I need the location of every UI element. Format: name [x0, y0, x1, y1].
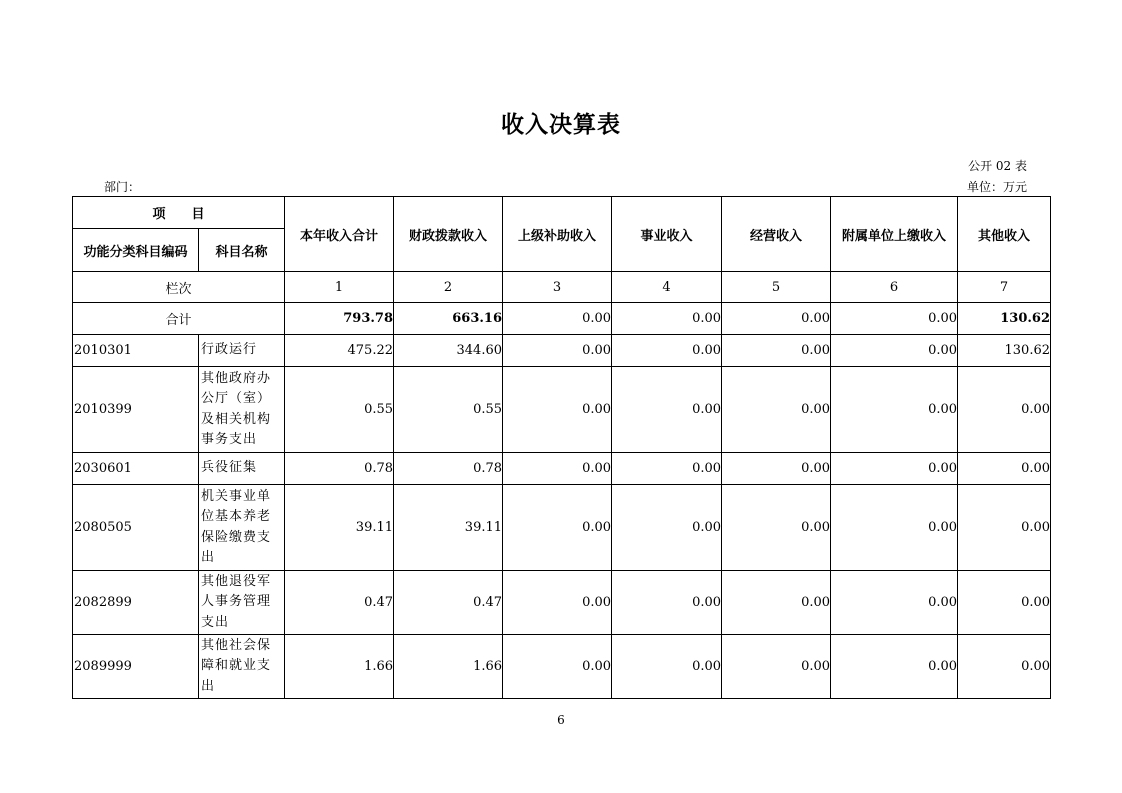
row-value: 0.00 — [831, 635, 958, 699]
row-value: 0.00 — [958, 453, 1051, 485]
header-code: 功能分类科目编码 — [73, 229, 199, 272]
page-number: 6 — [557, 713, 565, 727]
row-value: 0.47 — [285, 571, 394, 635]
row-value: 0.00 — [612, 367, 722, 453]
row-name: 其他社会保障和就业支出 — [199, 635, 285, 699]
table-row — [73, 453, 1051, 485]
header-name: 科目名称 — [199, 229, 285, 272]
column-index-7: 7 — [958, 272, 1051, 303]
column-index-5: 5 — [722, 272, 831, 303]
row-value: 1.66 — [285, 635, 394, 699]
row-value: 0.00 — [503, 485, 612, 571]
column-index-3: 3 — [503, 272, 612, 303]
row-value: 0.00 — [831, 367, 958, 453]
header-col-operating: 经营收入 — [722, 197, 831, 272]
column-index-1: 1 — [285, 272, 394, 303]
row-value: 0.00 — [958, 367, 1051, 453]
header-col-total: 本年收入合计 — [285, 197, 394, 272]
row-name: 机关事业单位基本养老保险缴费支出 — [199, 485, 285, 571]
column-index-label: 栏次 — [73, 272, 285, 303]
row-value: 0.00 — [722, 485, 831, 571]
row-value: 0.00 — [722, 453, 831, 485]
row-value: 130.62 — [958, 335, 1051, 367]
header-col-business: 事业收入 — [612, 197, 722, 272]
row-value: 0.00 — [831, 571, 958, 635]
row-value: 0.00 — [612, 335, 722, 367]
column-index-2: 2 — [394, 272, 503, 303]
row-value: 0.00 — [958, 635, 1051, 699]
row-value: 0.00 — [612, 485, 722, 571]
table-row — [73, 485, 1051, 571]
form-number: 公开 02 表 — [968, 159, 1027, 173]
row-value: 0.00 — [722, 635, 831, 699]
row-value: 0.00 — [958, 571, 1051, 635]
row-value: 0.00 — [503, 453, 612, 485]
total-value: 0.00 — [612, 303, 722, 335]
row-value: 0.00 — [503, 335, 612, 367]
row-code: 2080505 — [73, 485, 199, 571]
table-row — [73, 367, 1051, 453]
row-value: 0.00 — [612, 453, 722, 485]
header-col-fiscal: 财政拨款收入 — [394, 197, 503, 272]
department-label: 部门： — [104, 180, 141, 194]
row-code: 2089999 — [73, 635, 199, 699]
header-row-1 — [73, 197, 1051, 229]
row-value: 0.00 — [612, 635, 722, 699]
row-value: 0.00 — [503, 571, 612, 635]
row-value: 39.11 — [394, 485, 503, 571]
row-name: 行政运行 — [199, 335, 285, 367]
total-value: 793.78 — [285, 303, 394, 335]
row-value: 0.00 — [831, 453, 958, 485]
column-index-4: 4 — [612, 272, 722, 303]
row-value: 344.60 — [394, 335, 503, 367]
total-value: 663.16 — [394, 303, 503, 335]
total-label: 合计 — [73, 303, 285, 335]
total-value: 130.62 — [958, 303, 1051, 335]
total-value: 0.00 — [503, 303, 612, 335]
row-value: 0.00 — [503, 635, 612, 699]
row-name: 其他政府办公厅（室）及相关机构事务支出 — [199, 367, 285, 453]
row-value: 0.78 — [285, 453, 394, 485]
row-code: 2082899 — [73, 571, 199, 635]
row-value: 0.47 — [394, 571, 503, 635]
row-name: 其他退役军人事务管理支出 — [199, 571, 285, 635]
column-index-6: 6 — [831, 272, 958, 303]
table-row — [73, 335, 1051, 367]
income-table — [72, 196, 1051, 699]
header-item: 项 目 — [73, 197, 285, 229]
row-value: 1.66 — [394, 635, 503, 699]
header-col-other: 其他收入 — [958, 197, 1051, 272]
row-value: 0.00 — [503, 367, 612, 453]
row-value: 0.55 — [394, 367, 503, 453]
row-value: 0.00 — [958, 485, 1051, 571]
table-row — [73, 635, 1051, 699]
row-value: 0.00 — [831, 485, 958, 571]
row-value: 0.00 — [722, 367, 831, 453]
total-value: 0.00 — [831, 303, 958, 335]
total-row — [73, 303, 1051, 335]
row-code: 2010301 — [73, 335, 199, 367]
row-code: 2030601 — [73, 453, 199, 485]
header-col-superior: 上级补助收入 — [503, 197, 612, 272]
row-value: 0.00 — [722, 335, 831, 367]
row-code: 2010399 — [73, 367, 199, 453]
row-value: 0.78 — [394, 453, 503, 485]
row-value: 39.11 — [285, 485, 394, 571]
header-col-affiliated: 附属单位上缴收入 — [831, 197, 958, 272]
row-value: 475.22 — [285, 335, 394, 367]
total-value: 0.00 — [722, 303, 831, 335]
column-index-row — [73, 272, 1051, 303]
row-name: 兵役征集 — [199, 453, 285, 485]
row-value: 0.00 — [831, 335, 958, 367]
unit-label: 单位：万元 — [966, 180, 1027, 194]
row-value: 0.55 — [285, 367, 394, 453]
page-title: 收入决算表 — [501, 112, 621, 138]
row-value: 0.00 — [722, 571, 831, 635]
row-value: 0.00 — [612, 571, 722, 635]
table-row — [73, 571, 1051, 635]
